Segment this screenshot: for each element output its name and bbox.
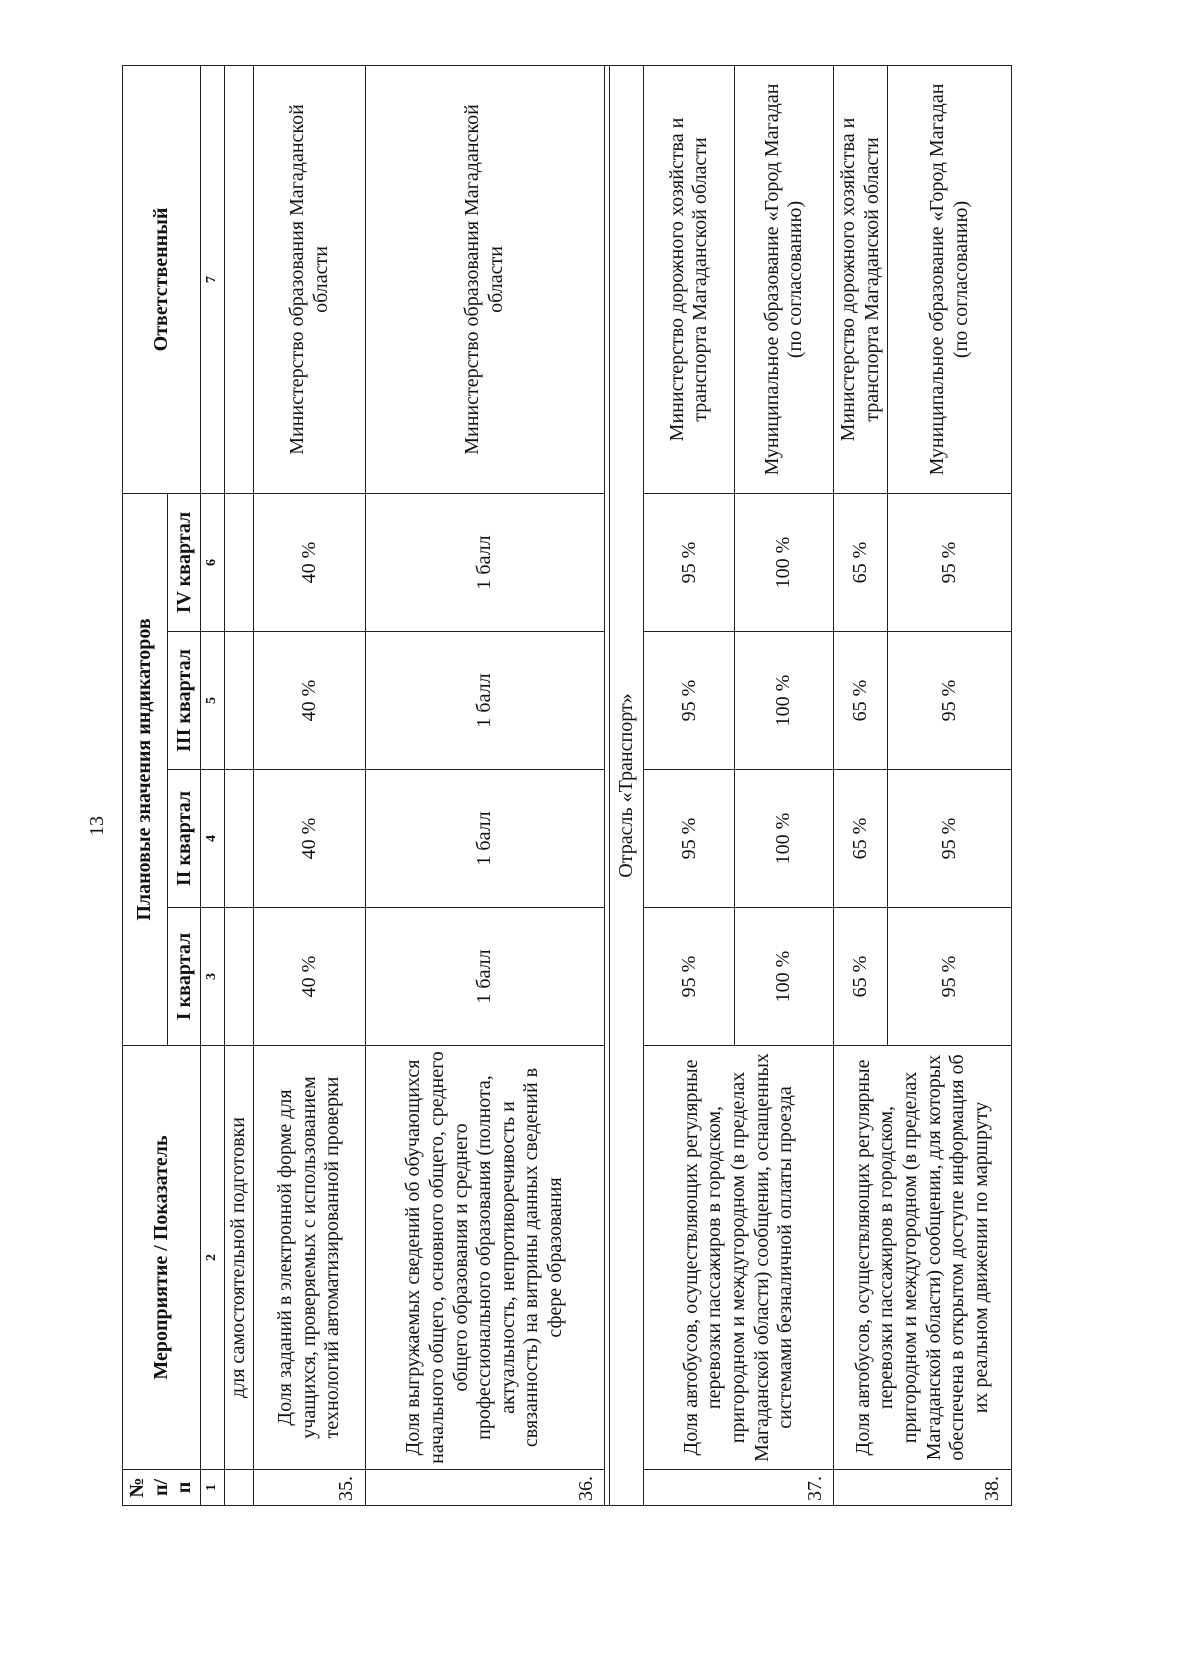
col-index: 1 xyxy=(201,1470,225,1506)
section-title: Отрасль «Транспорт» xyxy=(610,65,644,1505)
row-measure: Доля автобусов, осуществляющих регулярные перевозки пассажиров в городском, пригородном и междугородном (в пределах Магаданской области) сообщении, для которых обеспечена в открытом доступе информация об их реальном движении по маршруту xyxy=(834,1046,1012,1470)
header-q1: I квартал xyxy=(168,908,201,1046)
row-q3: 100 % xyxy=(735,632,834,770)
section-row xyxy=(610,65,644,1505)
row-responsible: Муниципальное образование «Город Магадан (по согласованию) xyxy=(735,65,834,493)
row-responsible: Муниципальное образование «Город Магадан (по согласованию) xyxy=(888,65,1012,493)
col-index: 3 xyxy=(201,908,225,1046)
row-q3: 40 % xyxy=(254,632,365,770)
continuation-row xyxy=(224,65,254,1505)
row-q1: 95 % xyxy=(888,908,1012,1046)
row-q4: 65 % xyxy=(834,493,888,631)
row-number: 36. xyxy=(365,1470,604,1506)
row-q3: 1 балл xyxy=(365,632,604,770)
header-q3: III квартал xyxy=(168,632,201,770)
row-q4: 100 % xyxy=(735,493,834,631)
row-q3: 95 % xyxy=(644,632,735,770)
row-q2: 1 балл xyxy=(365,770,604,908)
row-q1: 65 % xyxy=(834,908,888,1046)
header-q4: IV квартал xyxy=(168,493,201,631)
column-index-row xyxy=(201,65,225,1505)
row-number: 37. xyxy=(644,1470,834,1506)
row-q4: 40 % xyxy=(254,493,365,631)
table-row xyxy=(365,65,604,1505)
row-q4: 95 % xyxy=(644,493,735,631)
row-q1: 40 % xyxy=(254,908,365,1046)
table-row xyxy=(644,65,735,1505)
indicators-table xyxy=(122,65,1012,1506)
row-q2: 95 % xyxy=(888,770,1012,908)
row-q1: 95 % xyxy=(644,908,735,1046)
header-q2: II квартал xyxy=(168,770,201,908)
col-index: 2 xyxy=(201,1046,225,1470)
row-measure: Доля автобусов, осуществляющих регулярные перевозки пассажиров в городском, пригородном и междугородном (в пределах Магаданской области) сообщении, оснащенных системами безналичной оплаты проезда xyxy=(644,1046,834,1470)
rotated-table-container xyxy=(122,66,1012,1506)
row-number: 38. xyxy=(834,1470,1012,1506)
row-responsible: Министерство дорожного хозяйства и транспорта Магаданской области xyxy=(644,65,735,493)
header-responsible: Ответственный xyxy=(123,65,201,493)
row-measure: Доля заданий в электронной форме для учащихся, проверяемых с использованием технологий автоматизированной проверки xyxy=(254,1046,365,1470)
table-row xyxy=(254,65,365,1505)
row-q2: 65 % xyxy=(834,770,888,908)
col-index: 6 xyxy=(201,493,225,631)
row-responsible: Министерство дорожного хозяйства и транспорта Магаданской области xyxy=(834,65,888,493)
row-q2: 40 % xyxy=(254,770,365,908)
continuation-text: для самостоятельной подготовки xyxy=(224,1046,254,1470)
row-q4: 1 балл xyxy=(365,493,604,631)
row-q2: 95 % xyxy=(644,770,735,908)
row-number: 35. xyxy=(254,1470,365,1506)
header-measure: Мероприятие / Показатель xyxy=(123,1046,201,1470)
row-responsible: Министерство образования Магаданской области xyxy=(365,65,604,493)
row-q1: 100 % xyxy=(735,908,834,1046)
row-measure: Доля выгружаемых сведений об обучающихся начального общего, основного общего, среднего общего образования и среднего профессионального образования (полнота, актуальность, непротиворечивость и связанность) на витрины данных сведений в сфере образования xyxy=(365,1046,604,1470)
row-q2: 100 % xyxy=(735,770,834,908)
col-index: 4 xyxy=(201,770,225,908)
row-responsible: Министерство образования Магаданской области xyxy=(254,65,365,493)
col-index: 7 xyxy=(201,65,225,493)
page-number: 13 xyxy=(85,816,108,836)
row-q3: 95 % xyxy=(888,632,1012,770)
row-q1: 1 балл xyxy=(365,908,604,1046)
header-row xyxy=(123,65,168,1505)
col-index: 5 xyxy=(201,632,225,770)
row-q4: 95 % xyxy=(888,493,1012,631)
header-num: № п/п xyxy=(123,1470,201,1506)
row-q3: 65 % xyxy=(834,632,888,770)
header-planned: Плановые значения индикаторов xyxy=(123,493,168,1045)
table-row xyxy=(834,65,888,1505)
